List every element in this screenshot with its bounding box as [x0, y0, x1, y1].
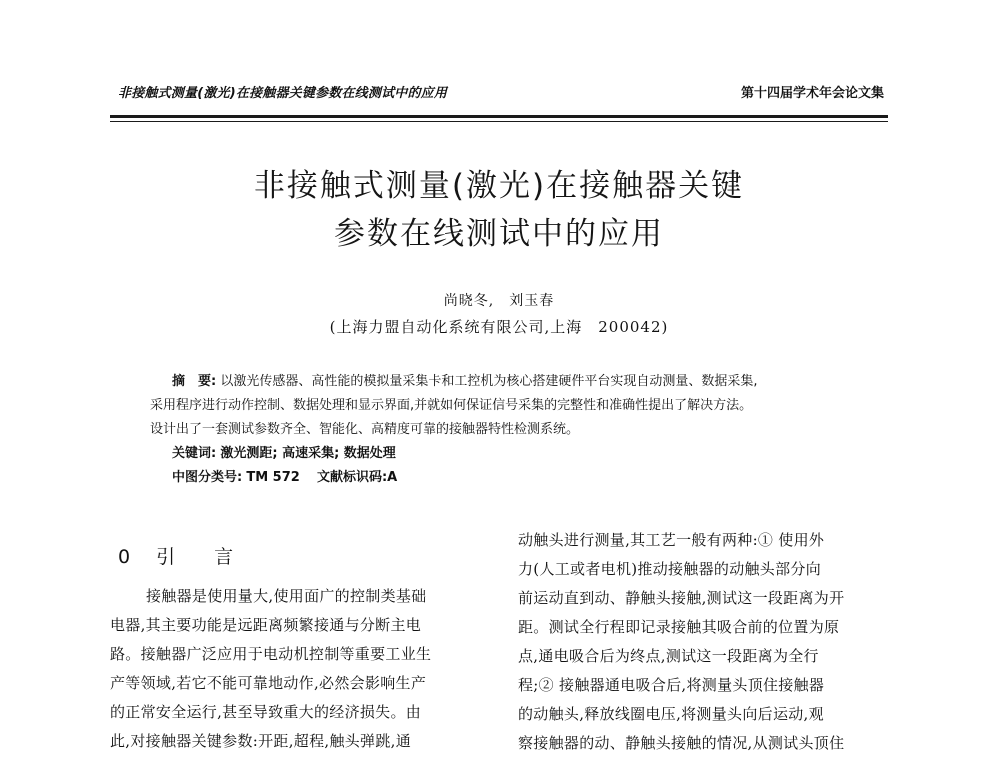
keywords-value: 激光测距; 高速采集; 数据处理 — [220, 446, 396, 461]
class-number-label: 中图分类号: — [172, 470, 243, 485]
right-column-line: 前运动直到动、静触头接触,测试这一段距离为开 — [518, 589, 845, 607]
left-column-line: 接触器是使用量大,使用面广的控制类基础 — [146, 587, 427, 605]
running-header-proceedings: 第十四届学术年会论文集 — [740, 86, 884, 101]
right-column — [518, 526, 890, 760]
left-column-line: 此,对接触器关键参数:开距,超程,触头弹跳,通 — [110, 732, 412, 750]
left-column — [110, 582, 492, 760]
paper-title — [110, 162, 888, 258]
abstract-line-2: 采用程序进行动作控制、数据处理和显示界面,并就如何保证信号采集的完整性和准确性提出了解决方法。 — [150, 398, 753, 413]
doc-code-value: A — [387, 470, 398, 485]
paper-title-line-2: 参数在线测试中的应用 — [334, 216, 664, 252]
section-number: 0 — [118, 546, 141, 568]
affiliation: (上海力盟自动化系统有限公司,上海 200042) — [329, 318, 669, 336]
left-column-line: 路。接触器广泛应用于电动机控制等重要工业生 — [110, 645, 432, 663]
classification-line — [150, 466, 870, 490]
running-header-title: 非接触式测量(激光)在接触器关键参数在线测试中的应用 — [118, 86, 448, 101]
class-number-value: TM 572 — [246, 470, 300, 485]
right-column-line: 察接触器的动、静触头接触的情况,从测试头顶住 — [518, 734, 845, 752]
right-column-line: 程;② 接触器通电吸合后,将测量头顶住接触器 — [518, 676, 825, 694]
keywords-line — [150, 442, 870, 466]
author-list: 尚晓冬, 刘玉春 — [443, 293, 555, 309]
abstract-label: 摘 要: — [172, 374, 217, 389]
right-column-line: 力(人工或者电机)推动接触器的动触头部分向 — [518, 560, 822, 578]
right-column-line: 动触头进行测量,其工艺一般有两种:① 使用外 — [518, 531, 825, 549]
left-column-line: 的正常安全运行,甚至导致重大的经济损失。由 — [110, 703, 422, 721]
abstract-text-1: 以激光传感器、高性能的模拟量采集卡和工控机为核心搭建硬件平台实现自动测量、数据采集, — [220, 374, 758, 389]
left-column-line: 产等领域,若它不能可靠地动作,必然会影响生产 — [110, 674, 427, 692]
header-rule-thick — [110, 115, 888, 118]
section-heading — [118, 542, 243, 569]
paper-title-line-1: 非接触式测量(激光)在接触器关键 — [253, 168, 745, 204]
abstract-block — [150, 370, 870, 490]
section-title: 引 言 — [156, 546, 244, 568]
abstract-line-1 — [150, 370, 870, 394]
right-column-line: 点,通电吸合后为终点,测试这一段距离为全行 — [518, 647, 819, 665]
right-column-line: 的动触头,释放线圈电压,将测量头向后运动,观 — [518, 705, 824, 723]
abstract-line-3: 设计出了一套测试参数齐全、智能化、高精度可靠的接触器特性检测系统。 — [150, 422, 580, 437]
header-rule-thin — [110, 121, 888, 122]
left-column-line: 电器,其主要功能是远距离频繁接通与分断主电 — [110, 616, 422, 634]
right-column-line: 距。测试全行程即记录接触其吸合前的位置为原 — [518, 618, 840, 636]
doc-code-label: 文献标识码: — [316, 470, 388, 485]
keywords-label: 关键词: — [172, 446, 217, 461]
